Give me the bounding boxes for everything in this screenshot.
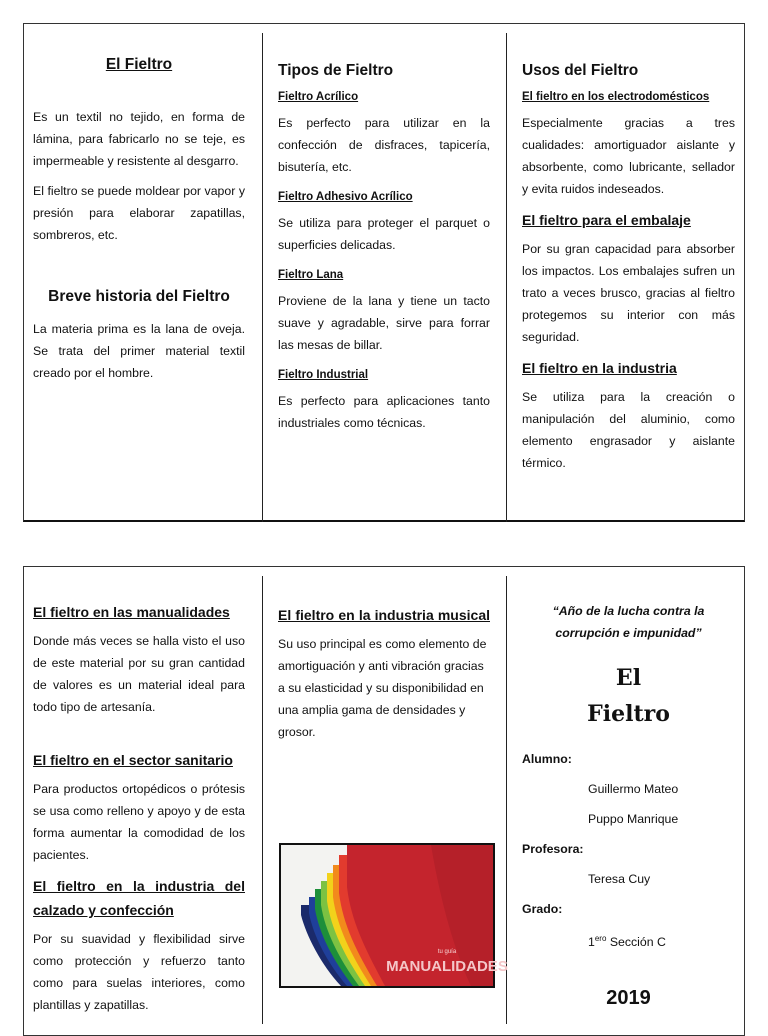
subheading: El fieltro en la industria xyxy=(522,360,677,376)
subheading: El fieltro en la industria musical xyxy=(278,607,490,623)
grade-superscript: ero xyxy=(594,934,607,943)
subheading: El fieltro en la industria del calzado y confección xyxy=(33,878,245,918)
teacher-name: Teresa Cuy xyxy=(588,872,651,886)
paragraph: Especialmente gracias a tres cualidades: amortiguador aislante y absorbente, como lubricante, sellador y evita ruidos indeseados. xyxy=(522,116,735,196)
paragraph: La materia prima es la lana de oveja. Se trata del primer material textil creado por el hombre. xyxy=(33,322,245,380)
label-teacher: Profesora: xyxy=(522,842,584,856)
subheading: Fieltro Industrial xyxy=(278,369,369,381)
section-title: Usos del Fieltro xyxy=(522,62,639,79)
fold-line xyxy=(262,33,263,522)
paragraph: Por su suavidad y flexibilidad sirve como protección y refuerzo tanto como para suelas interiores, como plantillas y zapatillas. xyxy=(33,932,245,1012)
paragraph: Donde más veces se halla visto el uso de este material por su gran cantidad de valores es un material ideal para todo tipo de artesanía. xyxy=(33,634,245,714)
grade-section: Sección C xyxy=(606,935,666,950)
year: 2019 xyxy=(606,987,651,1010)
subheading: Fieltro Acrílico xyxy=(278,91,359,103)
cover-title-line2: Fieltro xyxy=(587,701,670,727)
column-intro xyxy=(33,54,245,392)
student-name-1: Guillermo Mateo xyxy=(588,782,679,796)
paragraph: Es un textil no tejido, en forma de lámina, para fabricarlo no se teje, es impermeable y resistente al desgarro. xyxy=(33,110,245,168)
label-grade: Grado: xyxy=(522,902,563,916)
column-types xyxy=(278,60,490,442)
label-student: Alumno: xyxy=(522,752,572,766)
subheading: Fieltro Lana xyxy=(278,269,344,281)
section-title: Breve historia del Fieltro xyxy=(48,288,230,305)
felt-sheets-photo xyxy=(279,843,508,988)
paragraph: Por su gran capacidad para absorber los impactos. Los embalajes sufren un trato a veces brusco, gracias al fieltro protegemos su interior con más seguridad. xyxy=(522,242,735,344)
cover-title-line1: El xyxy=(615,665,642,691)
column-cover xyxy=(522,600,735,1009)
grade-number: 1 xyxy=(588,935,595,950)
student-name-2: Puppo Manrique xyxy=(588,812,679,826)
column-applications xyxy=(33,600,245,1024)
subheading: El fieltro en los electrodomésticos xyxy=(522,91,710,103)
column-uses xyxy=(522,60,735,482)
felt-sheets-illustration xyxy=(281,845,508,986)
subheading: Fieltro Adhesivo Acrílico xyxy=(278,191,413,203)
paragraph: Se utiliza para proteger el parquet o superficies delicadas. xyxy=(278,216,490,252)
fold-line xyxy=(262,576,263,1024)
fold-line xyxy=(506,33,507,522)
paragraph: Para productos ortopédicos o prótesis se usa como relleno y apoyo y de esta forma aumentar la comodidad de los pacientes. xyxy=(33,782,245,862)
paragraph: Es perfecto para aplicaciones tanto industriales como técnicas. xyxy=(278,394,490,430)
grade-value xyxy=(522,924,735,957)
section-title: El Fieltro xyxy=(105,56,173,73)
watermark-text: MANUALIDADES xyxy=(386,958,508,975)
subheading: El fieltro para el embalaje xyxy=(522,212,691,228)
paragraph: Proviene de la lana y tiene un tacto suave y agradable, sirve para forrar las mesas de billar. xyxy=(278,294,490,352)
paragraph: Es perfecto para utilizar en la confección de disfraces, tapicería, bisutería, etc. xyxy=(278,116,490,174)
fold-line xyxy=(506,576,507,1024)
paragraph: Se utiliza para la creación o manipulación del aluminio, como elemento engrasador y aislante térmico. xyxy=(522,390,735,470)
paragraph: El fieltro se puede moldear por vapor y presión para elaborar zapatillas, sombreros, etc. xyxy=(33,184,245,242)
year-motto: “Año de la lucha contra la corrupción e impunidad” xyxy=(552,604,705,640)
watermark-small: tu guía xyxy=(437,949,457,955)
paragraph: Su uso principal es como elemento de amortiguación y anti vibración gracias a su elasticidad y su disponibilidad en una amplia gama de densidades y grosor. xyxy=(278,637,487,739)
subheading: El fieltro en las manualidades xyxy=(33,604,230,620)
section-title: Tipos de Fieltro xyxy=(278,62,394,79)
column-music xyxy=(278,603,490,751)
subheading: El fieltro en el sector sanitario xyxy=(33,752,233,768)
